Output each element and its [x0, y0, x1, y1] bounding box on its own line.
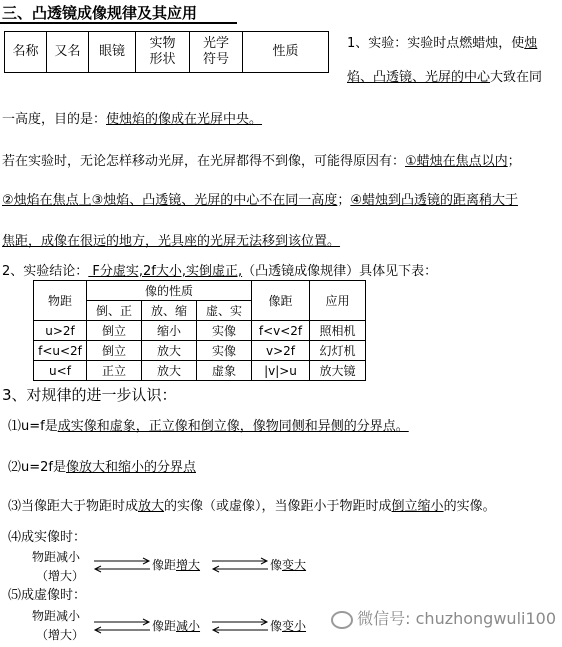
real-image-size: 像变大: [270, 558, 307, 572]
imaging-rule-table: [33, 280, 366, 381]
header-image-distance: 像距: [252, 281, 310, 321]
virtual-image-size: 像变小: [270, 619, 307, 633]
lens-property-table: [4, 31, 329, 73]
double-arrow-icon: [92, 617, 152, 635]
header-application: 应用: [310, 281, 366, 321]
table-row: f<u<2f 倒立 放大 实像 v>2f 幻灯机: [34, 341, 366, 361]
header-glasses: 眼镜: [89, 32, 136, 73]
experiment-line-2: 焰、凸透镜、光屏的中心大致在同: [347, 70, 543, 85]
double-arrow-icon: [210, 617, 270, 635]
title-underline: [0, 22, 237, 24]
real-image-distance: 像距增大: [152, 558, 201, 572]
header-property: 性质: [243, 32, 329, 73]
causes-line-1: 若在实验时，无论怎样移动光屏，在光屏都得不到像，可能得原因有：①蜡烛在焦点以内；: [2, 154, 521, 169]
wechat-icon: [331, 611, 353, 629]
section-3-heading: 3、对规律的进一步认识：: [2, 386, 177, 404]
point-2: ⑵u=2f是像放大和缩小的分界点: [8, 460, 196, 475]
point-4-heading: ⑷成实像时：: [8, 530, 87, 545]
virtual-object-distance-alt: （增大）: [36, 628, 85, 642]
header-name: 名称: [5, 32, 47, 73]
conclusion-line: 2、实验结论： F分虚实,2f大小,实倒虚正,（凸透镜成像规律）具体见下表：: [2, 264, 438, 279]
wechat-watermark: 微信号: chuzhongwuli100: [331, 606, 556, 629]
table-row: u<f 正立 放大 虚象 |v|>u 放大镜: [34, 361, 366, 381]
header-object-distance: 物距: [34, 281, 87, 321]
sub-header-orientation: 倒、正: [87, 301, 142, 321]
experiment-line-3: 一高度，目的是：使烛焰的像成在光屏中央。: [2, 112, 263, 127]
page-title: 三、凸透镜成像规律及其应用: [2, 4, 198, 22]
point-3: ⑶当像距大于物距时成放大的实像（或虚像），当像距小于物距时成倒立缩小的实像。: [8, 499, 496, 514]
double-arrow-icon: [210, 556, 270, 574]
double-arrow-icon: [92, 556, 152, 574]
header-alias: 又名: [47, 32, 89, 73]
sub-header-type: 虚、实: [197, 301, 252, 321]
real-object-distance-alt: （增大）: [36, 569, 85, 583]
table-row: u>2f 倒立 缩小 实像 f<v<2f 照相机: [34, 321, 366, 341]
header-shape: 实物 形状: [136, 32, 190, 73]
sub-header-size: 放、缩: [142, 301, 197, 321]
virtual-image-distance: 像距减小: [152, 619, 201, 633]
causes-line-3: 焦距，成像在很远的地方，光具座的光屏无法移到该位置。: [2, 234, 341, 249]
real-object-distance: 物距减小: [32, 550, 81, 564]
experiment-line-1: 1、实验：实验时点燃蜡烛，使烛: [347, 36, 538, 51]
point-5-heading: ⑸成虚像时：: [8, 588, 87, 603]
virtual-object-distance: 物距减小: [32, 609, 81, 623]
header-image-properties: 像的性质: [87, 281, 252, 301]
point-1: ⑴u=f是成实像和虚象，正立像和倒立像，像物同侧和异侧的分界点。: [8, 419, 409, 434]
header-symbol: 光学 符号: [190, 32, 243, 73]
causes-line-2: ②烛焰在焦点上③烛焰、凸透镜、光屏的中心不在同一高度；④蜡烛到凸透镜的距离稍大于: [2, 193, 518, 208]
